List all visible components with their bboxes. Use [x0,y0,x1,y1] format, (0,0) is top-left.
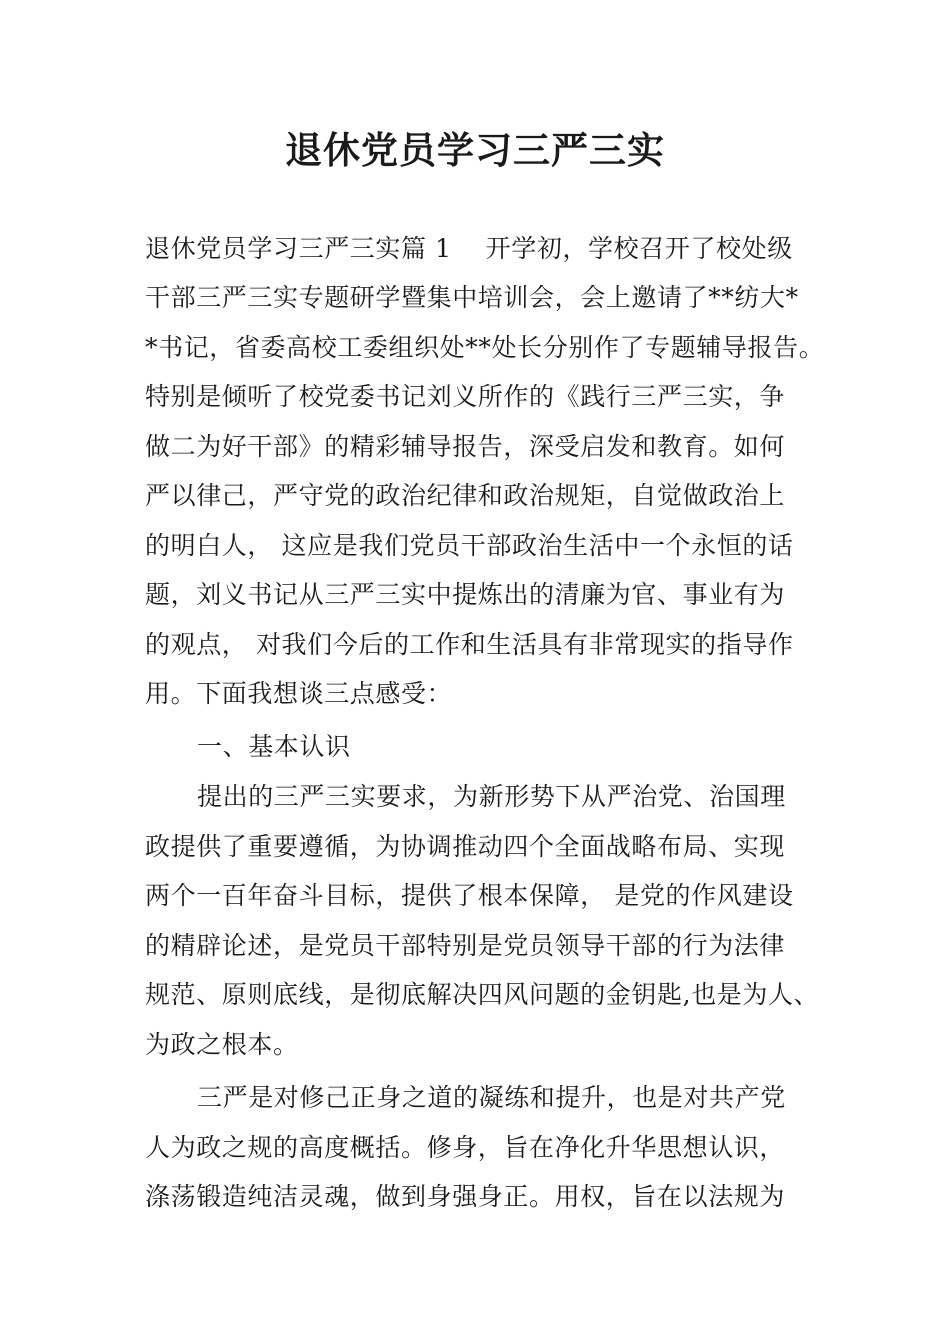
body-line: 政提供了重要遵循，为协调推动四个全面战略布局、实现 [145,832,786,861]
body-line: 干部三严三实专题研学暨集中培训会，会上邀请了**纺大* [145,283,799,312]
body-line: 提出的三严三实要求，为新形势下从严治党、治国理 [197,782,786,811]
body-line: 特别是倾听了校党委书记刘义所作的《践行三严三实，争 [145,382,786,411]
body-line: 两个一百年奋斗目标，提供了根本保障， 是党的作风建设 [145,881,794,910]
body-line: 涤荡锻造纯洁灵魂，做到身强身正。用权，旨在以法规为 [145,1182,786,1211]
body-line: 三严是对修己正身之道的凝练和提升，也是对共产党 [197,1083,786,1112]
section-heading: 一、基本认识 [197,732,351,761]
body-line: *书记，省委高校工委组织处**处长分别作了专题辅导报告。 [145,333,825,362]
article-label: 退休党员学习三严三实篇 1 [145,234,452,263]
body-line: 用。下面我想谈三点感受： [145,679,453,708]
body-line: 题，刘义书记从三严三实中提炼出的清廉为官、事业有为 [145,580,786,609]
body-line [145,232,793,266]
body-line: 为政之根本。 [145,1030,299,1059]
body-line: 的明白人， 这应是我们党员干部政治生活中一个永恒的话 [145,531,794,560]
body-line: 人为政之规的高度概括。修身，旨在净化升华思想认识， [145,1133,786,1162]
body-text: 开学初，学校召开了校处级 [485,234,793,263]
body-line: 规范、原则底线，是彻底解决四风问题的金钥匙,也是为人、 [145,980,820,1009]
body-line: 严以律己，严守党的政治纪律和政治规矩，自觉做政治上 [145,481,786,510]
body-line: 的精辟论述，是党员干部特别是党员领导干部的行为法律 [145,931,786,960]
body-line: 的观点， 对我们今后的工作和生活具有非常现实的指导作 [145,630,794,659]
body-line: 做二为好干部》的精彩辅导报告，深受启发和教育。如何 [145,432,786,461]
document-title: 退休党员学习三严三实 [285,128,665,172]
